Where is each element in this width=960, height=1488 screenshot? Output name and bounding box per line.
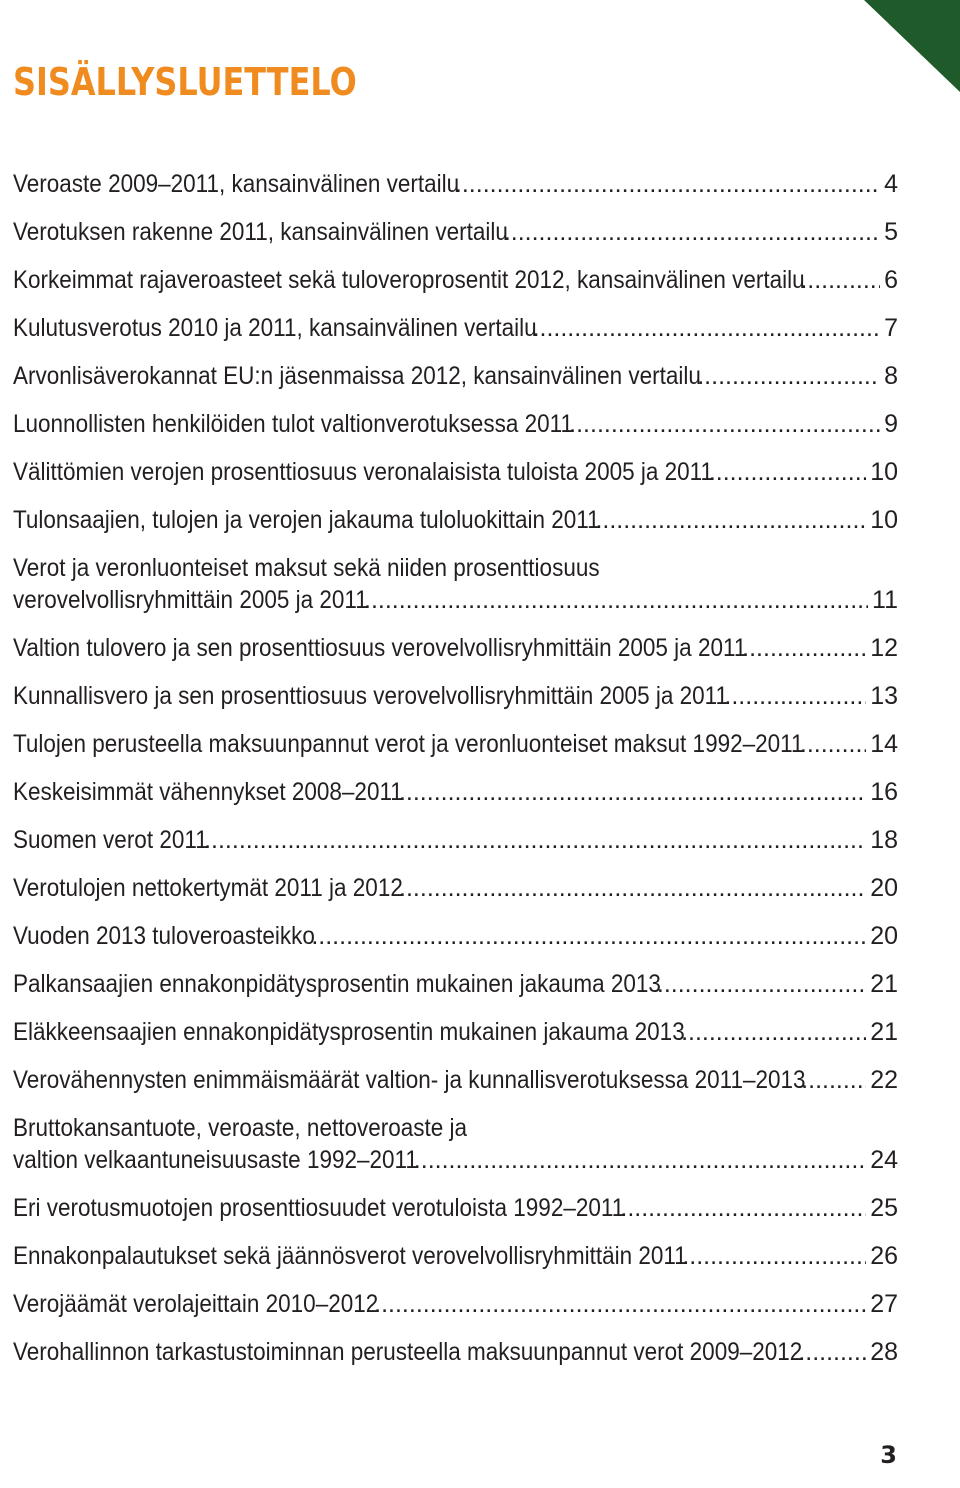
toc-entry-page: 20 [870,922,898,950]
toc-entry[interactable] [13,312,898,344]
dot-leader [800,264,880,296]
dot-leader [620,1192,866,1224]
toc-entry-row [13,1192,898,1224]
toc-entry[interactable] [13,504,898,536]
toc-entry-row [13,264,898,296]
toc-entry-label: Arvonlisäverokannat EU:n jäsenmaissa 2012, kansainvälinen vertailu [13,362,701,390]
toc-entry-page: 9 [884,410,898,438]
toc-entry-page: 11 [872,586,898,614]
toc-entry-label: Suomen verot 2011 [13,826,208,854]
toc-entry-label: Tulonsaajien, tulojen ja verojen jakauma tuloluokittain 2011 [13,506,600,534]
toc-entry-page: 16 [870,778,898,806]
toc-entry-row [13,1016,898,1048]
corner-decoration [864,0,960,92]
toc-entry-row [13,920,898,952]
toc-entry-label-line1: Bruttokansantuote, veroaste, nettoveroaste ja [13,1114,468,1142]
toc-entry-label: Valtion tulovero ja sen prosenttiosuus verovelvollisryhmittäin 2005 ja 2011 [13,634,747,662]
dot-leader [801,1064,866,1096]
toc-entry-label: Verotuksen rakenne 2011, kansainvälinen vertailu [13,218,508,246]
toc-entry[interactable] [13,728,898,760]
dot-leader [414,1144,866,1176]
toc-entry-label: Verovähennysten enimmäismäärät valtion- ja kunnallisverotuksessa 2011–2013 [13,1066,806,1094]
toc-entry-label: Verohallinnon tarkastustoiminnan perusteella maksuunpannut verot 2009–2012 [13,1338,803,1366]
toc-entry-row [13,824,898,856]
dot-leader [399,872,866,904]
toc-entry-label: verovelvollisryhmittäin 2005 ja 2011 [13,586,368,614]
toc-entry-page: 14 [870,730,898,758]
toc-entry-row [13,1144,898,1176]
toc-entry-label: Korkeimmat rajaveroasteet sekä tuloveroprosentit 2012, kansainvälinen vertailu [13,266,805,294]
toc-entry-page: 8 [884,362,898,390]
toc-entry-page: 7 [884,314,898,342]
toc-entry[interactable] [13,1016,898,1048]
toc-entry[interactable] [13,968,898,1000]
toc-entry-label: Kulutusverotus 2010 ja 2011, kansainvälinen vertailu [13,314,537,342]
toc-entry[interactable] [13,552,898,616]
toc-entry-page: 10 [870,458,898,486]
dot-leader [595,504,866,536]
toc-entry-label: Eri verotusmuotojen prosenttiosuudet verotuloista 1992–2011 [13,1194,625,1222]
toc-entry-label: Luonnollisten henkilöiden tulot valtionverotuksessa 2011 [13,410,573,438]
toc-entry[interactable] [13,216,898,248]
toc-entry-page: 10 [870,506,898,534]
toc-entry-row [13,584,898,616]
toc-entry[interactable] [13,264,898,296]
toc-entry-row [13,872,898,904]
toc-entry[interactable] [13,408,898,440]
toc-entry[interactable] [13,168,898,200]
toc-entry-row [13,504,898,536]
toc-entry[interactable] [13,1064,898,1096]
toc-entry-page: 21 [870,1018,898,1046]
dot-leader [697,360,880,392]
dot-leader [681,1016,866,1048]
dot-leader [569,408,880,440]
toc-entry-row [13,1064,898,1096]
toc-entry[interactable] [13,456,898,488]
toc-entry-label: Verotulojen nettokertymät 2011 ja 2012 [13,874,403,902]
toc-entry-page: 12 [870,634,898,662]
toc-entry-page: 18 [870,826,898,854]
toc-entry-row [13,168,898,200]
toc-entry[interactable] [13,1192,898,1224]
toc-entry[interactable] [13,1288,898,1320]
toc-entry-page: 25 [870,1194,898,1222]
toc-entry-page: 27 [870,1290,898,1318]
toc-entry-label: Välittömien verojen prosenttiosuus veronalaisista tuloista 2005 ja 2011 [13,458,714,486]
dot-leader [798,1336,866,1368]
toc-entry-row [13,776,898,808]
toc-entry-row [13,632,898,664]
toc-entry[interactable] [13,776,898,808]
toc-entry[interactable] [13,680,898,712]
page-title: SISÄLLYSLUETTELO [13,60,357,104]
toc-entry-label: valtion velkaantuneisuusaste 1992–2011 [13,1146,418,1174]
toc-entry-label: Eläkkeensaajien ennakonpidätysprosentin mukainen jakauma 2013 [13,1018,685,1046]
toc-entry[interactable] [13,920,898,952]
dot-leader [709,456,866,488]
dot-leader [657,968,866,1000]
toc-entry-page: 6 [884,266,898,294]
dot-leader [374,1288,866,1320]
toc-entry-label: Palkansaajien ennakonpidätysprosentin mukainen jakauma 2013 [13,970,661,998]
toc-entry-label: Tulojen perusteella maksuunpannut verot ja veronluonteiset maksut 1992–2011 [13,730,804,758]
toc-entry[interactable] [13,1240,898,1272]
page-number: 3 [880,1441,897,1469]
toc-entry-page: 24 [870,1146,898,1174]
dot-leader [311,920,866,952]
dot-leader [742,632,866,664]
toc-entry[interactable] [13,632,898,664]
dot-leader [724,680,866,712]
toc-entry-row [13,1336,898,1368]
toc-entry-row [13,1240,898,1272]
toc-entry-row [13,728,898,760]
toc-entry-row [13,968,898,1000]
toc-entry-page: 13 [870,682,898,710]
toc-entry-page: 26 [870,1242,898,1270]
toc-entry-row [13,408,898,440]
toc-entry-label: Keskeisimmät vähennykset 2008–2011 [13,778,403,806]
corner-triangle [864,0,960,92]
dot-leader [455,168,880,200]
toc-entry[interactable] [13,1112,898,1176]
toc-entry-row [13,216,898,248]
dot-leader [364,584,868,616]
toc-entry-page: 21 [870,970,898,998]
toc-entry-row [13,312,898,344]
toc-entry-row [13,456,898,488]
toc-entry-page: 22 [870,1066,898,1094]
toc-entry[interactable] [13,824,898,856]
toc-entry-row [13,360,898,392]
toc-entry[interactable] [13,872,898,904]
dot-leader [204,824,866,856]
toc-entry-label: Verojäämät verolajeittain 2010–2012 [13,1290,379,1318]
toc-entry[interactable] [13,1336,898,1368]
dot-leader [399,776,866,808]
toc-entry-row [13,1288,898,1320]
toc-entry-label: Ennakonpalautukset sekä jäännösverot verovelvollisryhmittäin 2011 [13,1242,687,1270]
toc-entry-page: 20 [870,874,898,902]
dot-leader [533,312,881,344]
toc-entry-page: 5 [884,218,898,246]
dot-leader [504,216,880,248]
dot-leader [800,728,866,760]
toc-entry-page: 28 [870,1338,898,1366]
toc-entry[interactable] [13,360,898,392]
toc-entry-page: 4 [884,170,898,198]
table-of-contents [13,168,898,1384]
toc-entry-label: Vuoden 2013 tuloveroasteikko [13,922,315,950]
toc-entry-label: Kunnallisvero ja sen prosenttiosuus verovelvollisryhmittäin 2005 ja 2011 [13,682,728,710]
toc-entry-label: Veroaste 2009–2011, kansainvälinen vertailu [13,170,460,198]
toc-entry-label-line1: Verot ja veronluonteiset maksut sekä niiden prosenttiosuus [13,554,600,582]
dot-leader [682,1240,866,1272]
toc-entry-row [13,680,898,712]
